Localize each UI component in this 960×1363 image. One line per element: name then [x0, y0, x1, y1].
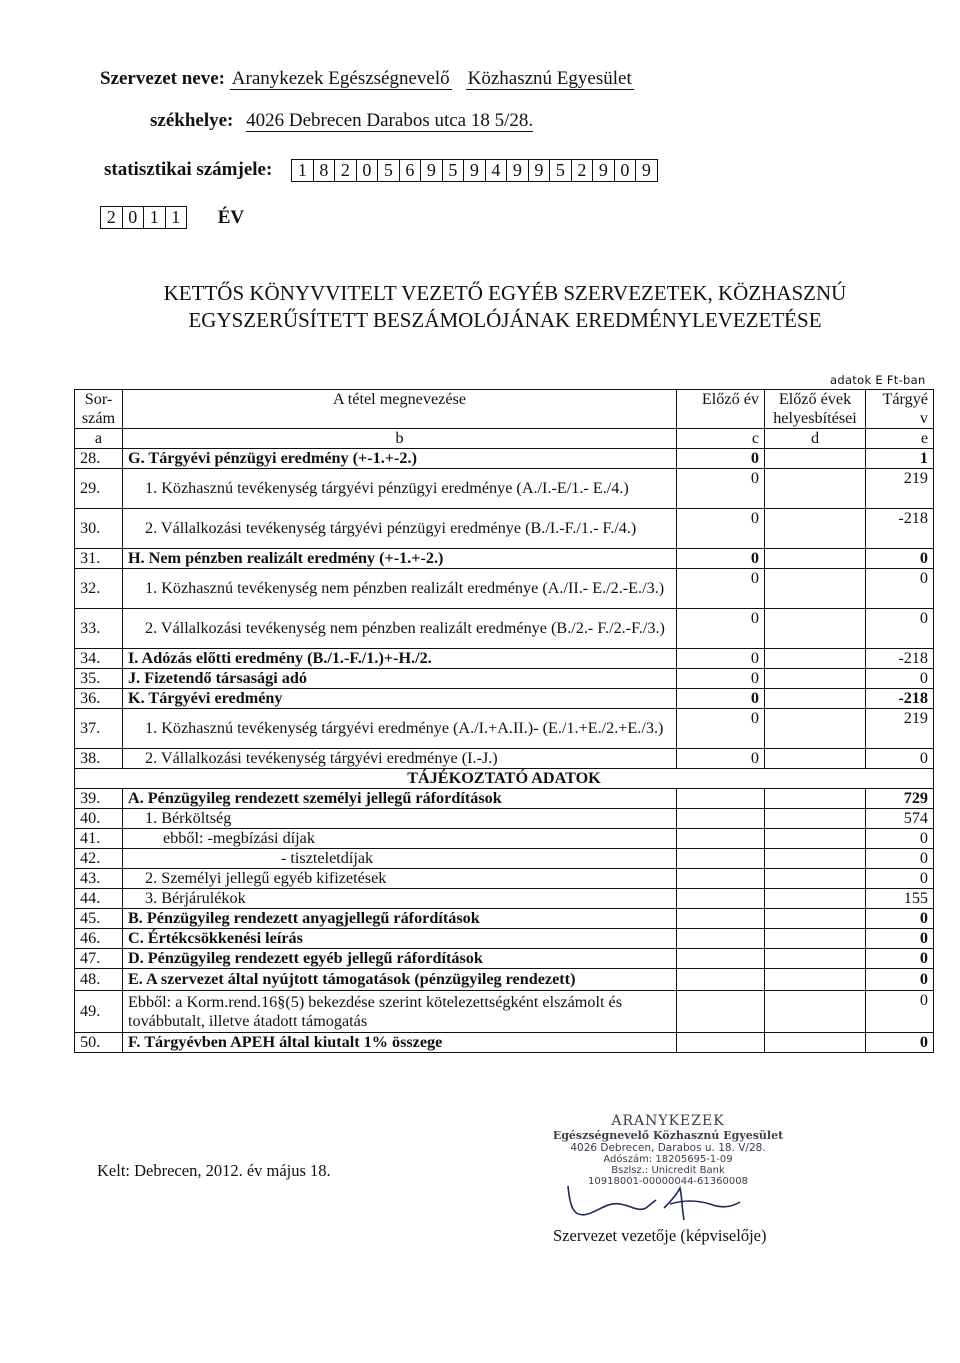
- row-corrections: [765, 991, 866, 1033]
- stat-digit: 6: [400, 160, 422, 181]
- row-corrections: [765, 569, 866, 609]
- row-label: 2. Vállalkozási tevékenység nem pénzben realizált eredménye (B./2.- F./2.-F./3.): [123, 609, 677, 649]
- row-current-year: 0: [866, 549, 934, 569]
- row-current-year: 155: [866, 889, 934, 909]
- stamp-line: ARANYKEZEK: [611, 1113, 725, 1129]
- row-prev-year: [677, 889, 765, 909]
- table-row: [75, 991, 934, 1033]
- year-label: ÉV: [217, 206, 245, 228]
- row-corrections: [765, 749, 866, 769]
- table-row: [75, 469, 934, 509]
- table-row: [75, 869, 934, 889]
- stat-digit: 4: [486, 160, 508, 181]
- row-number: 47.: [75, 949, 123, 969]
- table-row: [75, 969, 934, 991]
- table-row: [75, 549, 934, 569]
- row-prev-year: 0: [677, 569, 765, 609]
- row-label: I. Adózás előtti eredmény (B./1.-F./1.)+-H./2.: [123, 649, 677, 669]
- row-corrections: [765, 1033, 866, 1053]
- row-current-year: 1: [866, 449, 934, 469]
- table-row: [75, 609, 934, 649]
- row-prev-year: 0: [677, 609, 765, 649]
- signature-stroke: [568, 1186, 656, 1215]
- stamp-line: 10918001-00000044-61360008: [588, 1176, 748, 1187]
- row-prev-year: [677, 829, 765, 849]
- info-section-header: [75, 769, 934, 789]
- row-number: 40.: [75, 809, 123, 829]
- row-number: 48.: [75, 969, 123, 991]
- year-digit: 1: [144, 207, 166, 228]
- year-line: [100, 206, 244, 229]
- row-corrections: [765, 709, 866, 749]
- row-corrections: [765, 509, 866, 549]
- stat-digit: 9: [529, 160, 551, 181]
- row-label: 2. Vállalkozási tevékenység tárgyévi eredménye (I.-J.): [123, 749, 677, 769]
- header-item-name: A tétel megnevezése: [123, 390, 677, 429]
- row-label: ebből: -megbízási díjak: [123, 829, 677, 849]
- row-prev-year: 0: [677, 689, 765, 709]
- table-header-row: [75, 390, 934, 429]
- row-number: 46.: [75, 929, 123, 949]
- column-letter: e: [866, 429, 934, 449]
- table-row: [75, 889, 934, 909]
- row-corrections: [765, 649, 866, 669]
- column-letter: a: [75, 429, 123, 449]
- document-title: [0, 280, 960, 334]
- date-place-line: Kelt: Debrecen, 2012. év május 18.: [97, 1161, 331, 1180]
- row-number: 43.: [75, 869, 123, 889]
- title-line-1: KETTŐS KÖNYVVITELT VEZETŐ EGYÉB SZERVEZETEK, KÖZHASZNÚ: [163, 281, 847, 305]
- row-prev-year: [677, 809, 765, 829]
- table-row: [75, 509, 934, 549]
- row-prev-year: [677, 789, 765, 809]
- stamp-line: Adószám: 18205695-1-09: [603, 1154, 733, 1165]
- stamp-line: 4026 Debrecen, Darabos u. 18. V/28.: [570, 1142, 766, 1154]
- row-prev-year: [677, 909, 765, 929]
- org-name-part1: Aranykezek Egészségnevelő: [231, 68, 450, 89]
- row-number: 42.: [75, 849, 123, 869]
- row-label: G. Tárgyévi pénzügyi eredmény (+-1.+-2.): [123, 449, 677, 469]
- stat-digit: 1: [292, 160, 314, 181]
- stat-digit: 2: [335, 160, 357, 181]
- row-label: B. Pénzügyileg rendezett anyagjellegű ráfordítások: [123, 909, 677, 929]
- row-current-year: -218: [866, 509, 934, 549]
- row-current-year: 0: [866, 849, 934, 869]
- row-label: A. Pénzügyileg rendezett személyi jellegű ráfordítások: [123, 789, 677, 809]
- column-letter: c: [677, 429, 765, 449]
- year-digit: 0: [123, 207, 145, 228]
- stat-digit: 9: [421, 160, 443, 181]
- row-number: 28.: [75, 449, 123, 469]
- row-prev-year: [677, 929, 765, 949]
- row-label: 2. Vállalkozási tevékenység tárgyévi pénzügyi eredménye (B./I.-F./1.- F./4.): [123, 509, 677, 549]
- table-row: [75, 929, 934, 949]
- table-row: [75, 789, 934, 809]
- row-current-year: 0: [866, 969, 934, 991]
- row-prev-year: [677, 849, 765, 869]
- section-title: TÁJÉKOZTATÓ ADATOK: [75, 769, 934, 789]
- signer-label: Szervezet vezetője (képviselője): [553, 1226, 767, 1245]
- row-current-year: 0: [866, 609, 934, 649]
- table-row: [75, 809, 934, 829]
- stat-digit: 5: [550, 160, 572, 181]
- row-label: C. Értékcsökkenési leírás: [123, 929, 677, 949]
- table-row: [75, 1033, 934, 1053]
- table-row: [75, 569, 934, 609]
- row-number: 41.: [75, 829, 123, 849]
- row-number: 37.: [75, 709, 123, 749]
- stamp-line: Bszlsz.: Unicredit Bank: [611, 1165, 725, 1176]
- table-row: [75, 749, 934, 769]
- header-previous-year: Előző év: [677, 390, 765, 429]
- row-corrections: [765, 969, 866, 991]
- year-digit-boxes: [100, 206, 187, 229]
- row-label: 1. Bérköltség: [123, 809, 677, 829]
- row-corrections: [765, 869, 866, 889]
- header-current-year: Tárgyé v: [866, 390, 934, 429]
- row-prev-year: 0: [677, 709, 765, 749]
- row-current-year: 0: [866, 749, 934, 769]
- row-number: 50.: [75, 1033, 123, 1053]
- row-label: Ebből: a Korm.rend.16§(5) bekezdése szerint kötelezettségként elszámolt és továbbutalt, illetve átadott támogatás: [123, 991, 677, 1033]
- stat-digit: 8: [314, 160, 336, 181]
- signature-stroke: [670, 1201, 740, 1207]
- organization-name-line: [100, 68, 634, 90]
- row-corrections: [765, 669, 866, 689]
- row-label: 1. Közhasznú tevékenység tárgyévi eredménye (A./I.+A.II.)- (E./1.+E./2.+E./3.): [123, 709, 677, 749]
- stat-digit: 9: [641, 160, 651, 181]
- row-prev-year: [677, 969, 765, 991]
- row-label: 1. Közhasznú tevékenység nem pénzben realizált eredménye (A./II.- E./2.-E./3.): [123, 569, 677, 609]
- stat-digit: 5: [378, 160, 400, 181]
- table-row: [75, 829, 934, 849]
- row-current-year: 0: [866, 869, 934, 889]
- stat-digit: 9: [507, 160, 529, 181]
- row-number: 34.: [75, 649, 123, 669]
- column-letter: b: [123, 429, 677, 449]
- row-corrections: [765, 789, 866, 809]
- row-prev-year: [677, 949, 765, 969]
- row-number: 36.: [75, 689, 123, 709]
- row-current-year: 0: [866, 949, 934, 969]
- stat-digit: 9: [593, 160, 615, 181]
- row-current-year: 574: [866, 809, 934, 829]
- unit-note: adatok E Ft-ban: [830, 373, 926, 387]
- row-corrections: [765, 449, 866, 469]
- table-row: [75, 649, 934, 669]
- row-label: J. Fizetendő társasági adó: [123, 669, 677, 689]
- row-number: 29.: [75, 469, 123, 509]
- row-number: 45.: [75, 909, 123, 929]
- organization-stamp: [548, 1113, 788, 1187]
- stat-digit: 9: [464, 160, 486, 181]
- org-label: Szervezet neve:: [100, 68, 226, 89]
- row-prev-year: [677, 869, 765, 889]
- header-serial: Sor- szám: [75, 390, 123, 429]
- row-label: 1. Közhasznú tevékenység tárgyévi pénzügyi eredménye (A./I.-E/1.- E./4.): [123, 469, 677, 509]
- row-current-year: 729: [866, 789, 934, 809]
- row-number: 44.: [75, 889, 123, 909]
- row-number: 49.: [75, 991, 123, 1033]
- signature-stroke: [664, 1188, 684, 1220]
- row-current-year: 0: [866, 1033, 934, 1053]
- row-prev-year: 0: [677, 549, 765, 569]
- row-corrections: [765, 909, 866, 929]
- stat-digit: 0: [357, 160, 379, 181]
- row-current-year: 0: [866, 909, 934, 929]
- row-number: 35.: [75, 669, 123, 689]
- org-name-part2: Közhasznú Egyesület: [467, 68, 632, 89]
- row-current-year: 219: [866, 469, 934, 509]
- year-digit: 2: [101, 207, 123, 228]
- seat-value: 4026 Debrecen Darabos utca 18 5/28.: [246, 110, 534, 131]
- row-number: 32.: [75, 569, 123, 609]
- table-row: [75, 949, 934, 969]
- stat-digit: 5: [443, 160, 465, 181]
- seat-line: [150, 110, 533, 132]
- year-digit: 1: [171, 207, 181, 228]
- title-line-2: EGYSZERŰSÍTETT BESZÁMOLÓJÁNAK EREDMÉNYLEVEZETÉSE: [188, 308, 822, 332]
- row-number: 33.: [75, 609, 123, 649]
- table-row: [75, 689, 934, 709]
- row-prev-year: [677, 1033, 765, 1053]
- handwritten-signature: [560, 1178, 760, 1226]
- row-current-year: 219: [866, 709, 934, 749]
- column-letter: d: [765, 429, 866, 449]
- row-number: 39.: [75, 789, 123, 809]
- row-prev-year: 0: [677, 469, 765, 509]
- row-corrections: [765, 849, 866, 869]
- stat-digit-boxes: [291, 159, 658, 182]
- row-corrections: [765, 949, 866, 969]
- table-row: [75, 909, 934, 929]
- row-corrections: [765, 549, 866, 569]
- stamp-line: Egészségnevelő Közhasznú Egyesület: [552, 1129, 784, 1142]
- row-prev-year: 0: [677, 509, 765, 549]
- row-label: H. Nem pénzben realizált eredmény (+-1.+-2.): [123, 549, 677, 569]
- row-corrections: [765, 829, 866, 849]
- table-row: [75, 669, 934, 689]
- income-statement-table: [74, 389, 934, 1053]
- row-label: D. Pénzügyileg rendezett egyéb jellegű ráfordítások: [123, 949, 677, 969]
- row-prev-year: 0: [677, 449, 765, 469]
- header-corrections: Előző évek helyesbítései: [765, 390, 866, 429]
- row-current-year: 0: [866, 829, 934, 849]
- table-row: [75, 449, 934, 469]
- row-current-year: -218: [866, 689, 934, 709]
- row-label: E. A szervezet által nyújtott támogatások (pénzügyileg rendezett): [123, 969, 677, 991]
- row-corrections: [765, 889, 866, 909]
- column-letter-row: [75, 429, 934, 449]
- row-current-year: -218: [866, 649, 934, 669]
- table-row: [75, 849, 934, 869]
- row-current-year: 0: [866, 929, 934, 949]
- seat-label: székhelye:: [150, 110, 234, 131]
- row-corrections: [765, 469, 866, 509]
- row-corrections: [765, 929, 866, 949]
- row-current-year: 0: [866, 569, 934, 609]
- row-corrections: [765, 609, 866, 649]
- row-corrections: [765, 689, 866, 709]
- row-label: - tiszteletdíjak: [123, 849, 677, 869]
- row-prev-year: [677, 991, 765, 1033]
- row-corrections: [765, 809, 866, 829]
- row-current-year: 0: [866, 991, 934, 1033]
- row-prev-year: 0: [677, 749, 765, 769]
- row-label: 3. Bérjárulékok: [123, 889, 677, 909]
- row-prev-year: 0: [677, 669, 765, 689]
- statistical-number-line: [104, 159, 658, 182]
- row-label: K. Tárgyévi eredmény: [123, 689, 677, 709]
- row-label: 2. Személyi jellegű egyéb kifizetések: [123, 869, 677, 889]
- stat-digit: 2: [572, 160, 594, 181]
- table-row: [75, 709, 934, 749]
- stat-label: statisztikai számjele:: [104, 159, 273, 180]
- row-label: F. Tárgyévben APEH által kiutalt 1% összege: [123, 1033, 677, 1053]
- row-number: 38.: [75, 749, 123, 769]
- row-prev-year: 0: [677, 649, 765, 669]
- row-number: 30.: [75, 509, 123, 549]
- stat-digit: 0: [615, 160, 637, 181]
- row-current-year: 0: [866, 669, 934, 689]
- row-number: 31.: [75, 549, 123, 569]
